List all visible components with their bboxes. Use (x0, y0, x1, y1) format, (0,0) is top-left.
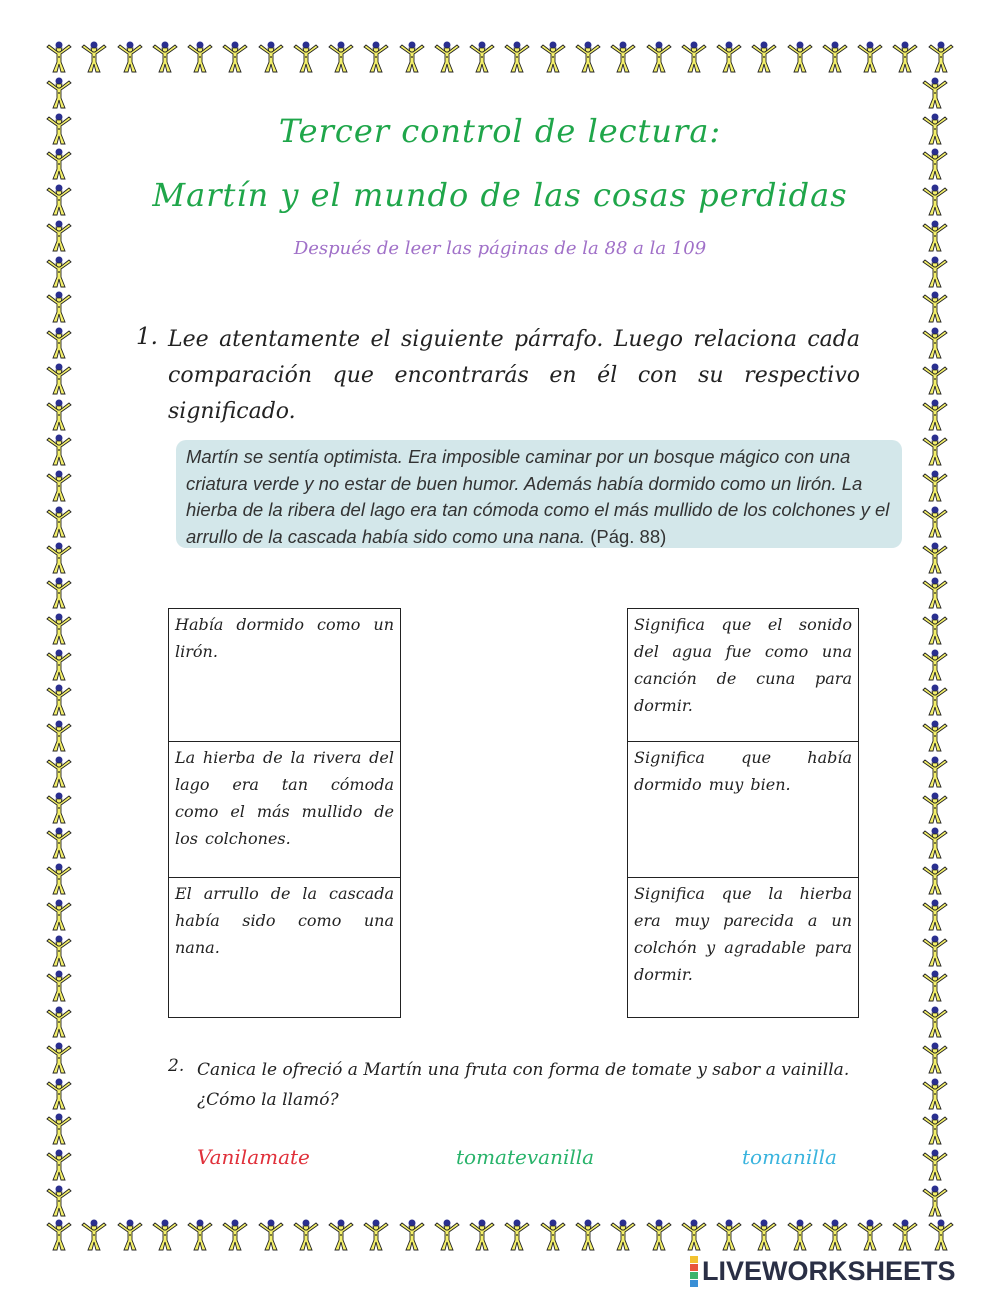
yellow-figure-icon (926, 40, 956, 74)
yellow-figure-icon (920, 969, 950, 1003)
yellow-figure-icon (920, 469, 950, 503)
yellow-figure-icon (920, 1041, 950, 1075)
book-title: Martín y el mundo de las cosas perdidas (152, 176, 848, 214)
yellow-figure-icon (467, 40, 497, 74)
yellow-figure-icon (920, 290, 950, 324)
yellow-figure-icon (44, 433, 74, 467)
liveworksheets-logo-text: LIVEWORKSHEETS (702, 1255, 956, 1286)
meaning-box-3[interactable]: Significa que la hierba era muy parecida a un colchón y agradable para dormir. (627, 877, 859, 1018)
comparison-box-1[interactable]: Había dormido como un lirón. (168, 608, 401, 742)
yellow-figure-icon (44, 398, 74, 432)
yellow-figure-icon (608, 40, 638, 74)
yellow-figure-icon (150, 1218, 180, 1252)
yellow-figure-icon (44, 505, 74, 539)
yellow-figure-icon (920, 541, 950, 575)
yellow-figure-icon (920, 898, 950, 932)
yellow-figure-icon (44, 934, 74, 968)
question-2-text: Canica le ofreció a Martín una fruta con forma de tomate y sabor a vainilla. ¿Cómo la llamó? (197, 1060, 850, 1110)
yellow-figure-icon (44, 290, 74, 324)
reading-passage (176, 440, 902, 548)
yellow-figure-icon (926, 1218, 956, 1252)
yellow-figure-icon (44, 612, 74, 646)
liveworksheets-logo (690, 1254, 956, 1288)
yellow-figure-icon (920, 433, 950, 467)
yellow-figure-icon (644, 40, 674, 74)
yellow-figure-icon (44, 826, 74, 860)
yellow-figure-icon (890, 1218, 920, 1252)
answer-option-2[interactable]: tomatevanilla (456, 1145, 595, 1169)
yellow-figure-icon (44, 1218, 74, 1252)
yellow-figure-icon (115, 1218, 145, 1252)
yellow-figure-icon (502, 1218, 532, 1252)
yellow-figure-icon (44, 40, 74, 74)
meaning-box-1[interactable]: Significa que el sonido del agua fue como una canción de cuna para dormir. (627, 608, 859, 742)
yellow-figure-icon (820, 1218, 850, 1252)
yellow-figure-icon (920, 862, 950, 896)
yellow-figure-icon (432, 1218, 462, 1252)
yellow-figure-icon (185, 1218, 215, 1252)
yellow-figure-icon (714, 40, 744, 74)
question-1-number: 1. (136, 324, 158, 350)
meaning-box-2[interactable]: Significa que había dormido muy bien. (627, 741, 859, 878)
passage-page-ref: (Pág. 88) (590, 525, 667, 547)
yellow-figure-icon (220, 1218, 250, 1252)
yellow-figure-icon (256, 40, 286, 74)
yellow-figure-icon (785, 1218, 815, 1252)
yellow-figure-icon (920, 1112, 950, 1146)
yellow-figure-icon (397, 1218, 427, 1252)
yellow-figure-icon (44, 683, 74, 717)
answer-option-3[interactable]: tomanilla (742, 1145, 837, 1169)
yellow-figure-icon (855, 40, 885, 74)
reading-instruction: Después de leer las páginas de la 88 a la 109 (293, 238, 707, 259)
yellow-figure-icon (920, 1184, 950, 1218)
yellow-figure-icon (44, 1041, 74, 1075)
yellow-figure-icon (920, 1005, 950, 1039)
yellow-figure-icon (79, 1218, 109, 1252)
yellow-figure-icon (79, 40, 109, 74)
yellow-figure-icon (679, 1218, 709, 1252)
yellow-figure-icon (920, 826, 950, 860)
yellow-figure-icon (185, 40, 215, 74)
worksheet-title: Tercer control de lectura: (278, 112, 722, 150)
yellow-figure-icon (44, 326, 74, 360)
yellow-figure-icon (920, 255, 950, 289)
yellow-figure-icon (920, 719, 950, 753)
yellow-figure-icon (920, 576, 950, 610)
yellow-figure-icon (749, 40, 779, 74)
yellow-figure-icon (326, 40, 356, 74)
yellow-figure-icon (538, 1218, 568, 1252)
yellow-figure-icon (920, 362, 950, 396)
question-2-number: 2. (168, 1056, 185, 1076)
yellow-figure-icon (397, 40, 427, 74)
decorative-border-bottom (44, 1218, 956, 1254)
yellow-figure-icon (220, 40, 250, 74)
yellow-figure-icon (608, 1218, 638, 1252)
yellow-figure-icon (538, 40, 568, 74)
yellow-figure-icon (920, 755, 950, 789)
yellow-figure-icon (44, 648, 74, 682)
yellow-figure-icon (920, 1148, 950, 1182)
yellow-figure-icon (361, 1218, 391, 1252)
yellow-figure-icon (432, 40, 462, 74)
yellow-figure-icon (44, 362, 74, 396)
passage-text: Martín se sentía optimista. Era imposible caminar por un bosque mágico con una criatura verde y no estar de buen humor. Además había dormido como un lirón. La hierba de la ribera del lago era tan cómoda como el más mullido de los colchones y el arrullo de la cascada había sido como una nana. (186, 446, 890, 547)
yellow-figure-icon (920, 398, 950, 432)
yellow-figure-icon (44, 541, 74, 575)
answer-option-1[interactable]: Vanilamate (197, 1145, 310, 1169)
question-1-text: Lee atentamente el siguiente párrafo. Luego relaciona cada comparación que encontrarás en él con su respectivo significado. (168, 327, 860, 424)
yellow-figure-icon (44, 1112, 74, 1146)
yellow-figure-icon (44, 791, 74, 825)
yellow-figure-icon (920, 791, 950, 825)
yellow-figure-icon (291, 1218, 321, 1252)
yellow-figure-icon (920, 612, 950, 646)
yellow-figure-icon (44, 1184, 74, 1218)
yellow-figure-icon (44, 755, 74, 789)
yellow-figure-icon (44, 1077, 74, 1111)
yellow-figure-icon (44, 719, 74, 753)
yellow-figure-icon (291, 40, 321, 74)
decorative-border-top (44, 40, 956, 76)
yellow-figure-icon (467, 1218, 497, 1252)
yellow-figure-icon (890, 40, 920, 74)
yellow-figure-icon (920, 1077, 950, 1111)
yellow-figure-icon (573, 40, 603, 74)
yellow-figure-icon (502, 40, 532, 74)
yellow-figure-icon (256, 1218, 286, 1252)
yellow-figure-icon (44, 969, 74, 1003)
yellow-figure-icon (44, 469, 74, 503)
yellow-figure-icon (44, 898, 74, 932)
yellow-figure-icon (44, 76, 74, 110)
yellow-figure-icon (785, 40, 815, 74)
yellow-figure-icon (920, 683, 950, 717)
yellow-figure-icon (920, 648, 950, 682)
yellow-figure-icon (44, 1148, 74, 1182)
yellow-figure-icon (573, 1218, 603, 1252)
yellow-figure-icon (920, 934, 950, 968)
comparison-box-2[interactable]: La hierba de la rivera del lago era tan cómoda como el más mullido de los colchones. (168, 741, 401, 878)
yellow-figure-icon (820, 40, 850, 74)
yellow-figure-icon (749, 1218, 779, 1252)
yellow-figure-icon (644, 1218, 674, 1252)
comparison-box-3[interactable]: El arrullo de la cascada había sido como una nana. (168, 877, 401, 1018)
yellow-figure-icon (920, 326, 950, 360)
yellow-figure-icon (920, 505, 950, 539)
yellow-figure-icon (44, 255, 74, 289)
yellow-figure-icon (115, 40, 145, 74)
yellow-figure-icon (361, 40, 391, 74)
yellow-figure-icon (44, 576, 74, 610)
yellow-figure-icon (920, 76, 950, 110)
yellow-figure-icon (326, 1218, 356, 1252)
yellow-figure-icon (150, 40, 180, 74)
yellow-figure-icon (714, 1218, 744, 1252)
yellow-figure-icon (44, 862, 74, 896)
yellow-figure-icon (44, 1005, 74, 1039)
yellow-figure-icon (855, 1218, 885, 1252)
liveworksheets-logo-icon (690, 1256, 698, 1287)
yellow-figure-icon (679, 40, 709, 74)
